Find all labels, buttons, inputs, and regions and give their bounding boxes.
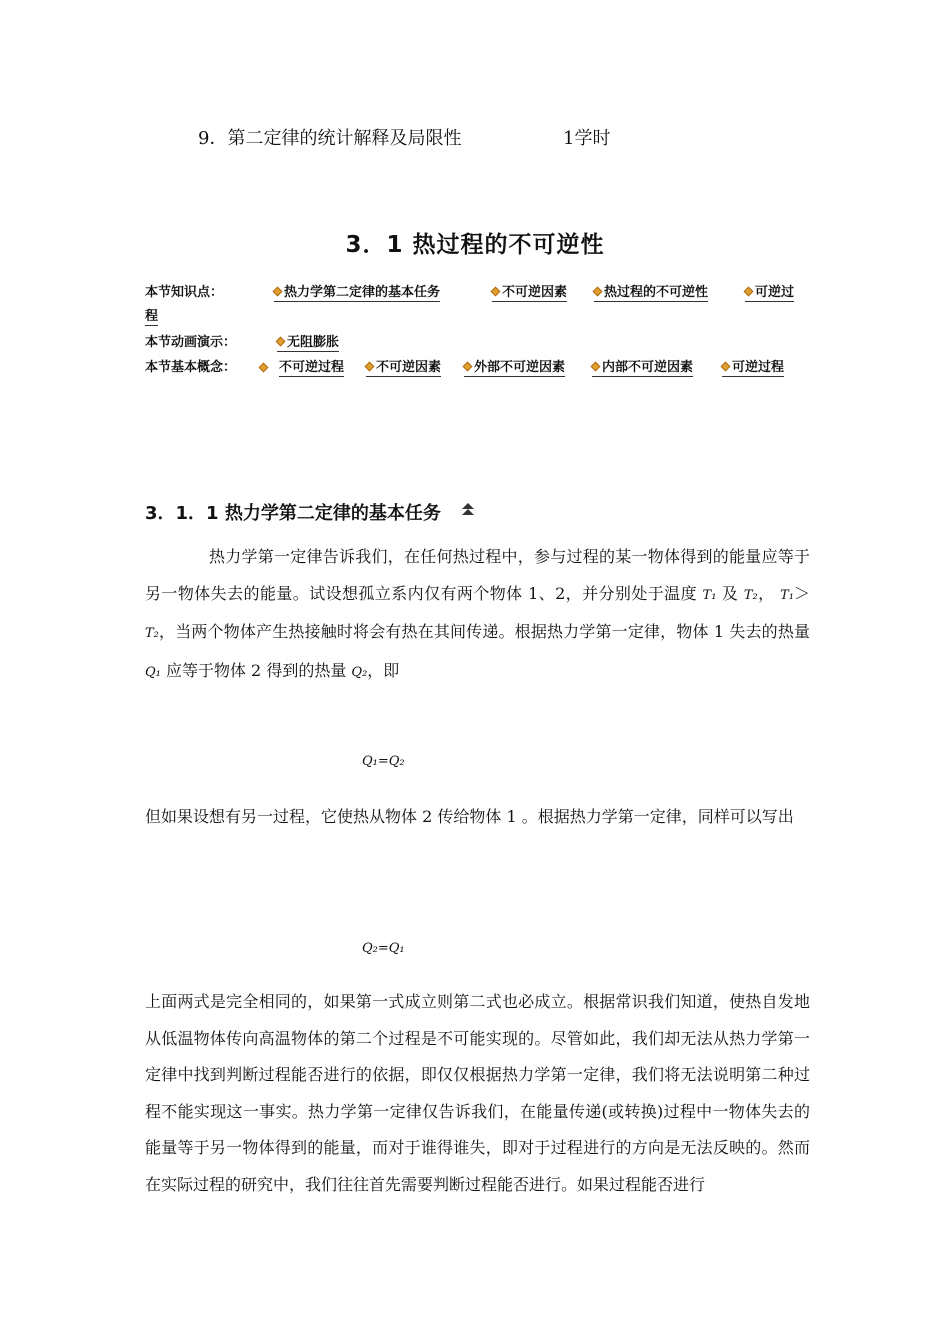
concept-link-5[interactable]: 可逆过程 xyxy=(722,356,784,377)
paragraph-1: 热力学第一定律告诉我们，在任何热过程中，参与过程的某一物体得到的能量应等于另一物体失去的能量。试设想孤立系内仅有两个物体 1、2，并分别处于温度 T₁ 及 T₂， T₁＞T₂，当两个物体产生热接触时将会有热在其间传递。根据热力学第一定律，物体 1 失去的热量 Q₁ 应等于物体 2 得到的热量 Q₂，即 xyxy=(145,547,810,680)
diamond-bullet-icon xyxy=(365,362,375,372)
knowledge-link-4[interactable]: 可逆过 xyxy=(745,281,794,302)
section-title: 3．1 热过程的不可逆性 xyxy=(345,232,605,258)
diamond-bullet-icon xyxy=(591,362,601,372)
concept-link-3[interactable]: 外部不可逆因素 xyxy=(464,356,565,377)
diamond-bullet-icon xyxy=(491,287,501,297)
knowledge-link-1[interactable]: 热力学第二定律的基本任务 xyxy=(274,281,440,302)
subsection-title: 3．1．1 热力学第二定律的基本任务 xyxy=(145,503,441,524)
knowledge-link-2[interactable]: 不可逆因素 xyxy=(492,281,567,302)
diamond-bullet-icon xyxy=(260,357,270,376)
knowledge-label: 本节知识点： xyxy=(145,285,224,300)
diamond-bullet-icon xyxy=(276,337,286,347)
animation-link-1[interactable]: 无阻膨胀 xyxy=(277,331,339,352)
toc-line: 9．第二定律的统计解释及局限性 xyxy=(198,128,462,149)
diamond-bullet-icon xyxy=(721,362,731,372)
equation-1: Q₁=Q₂ xyxy=(362,754,405,769)
concepts-label: 本节基本概念： xyxy=(145,360,237,375)
paragraph-3: 上面两式是完全相同的，如果第一式成立则第二式也必成立。根据常识我们知道，使热自发地从低温物体传向高温物体的第二个过程是不可能实现的。尽管如此，我们却无法从热力学第一定律中找到判断过程能否进行的依据，即仅仅根据热力学第一定律，我们将无法说明第二种过程不能实现这一事实。热力学第一定律仅告诉我们，在能量传递(或转换)过程中一物体失去的能量等于另一物体得到的能量，而对于谁得谁失，即对于过程进行的方向是无法反映的。然而在实际过程的研究中，我们往往首先需要判断过程能否进行。如果过程能否进行 xyxy=(145,992,810,1194)
diamond-bullet-icon xyxy=(273,287,283,297)
paragraph-2: 但如果设想有另一过程，它使热从物体 2 传给物体 1 。根据热力学第一定律，同样可以写出 xyxy=(145,807,794,826)
knowledge-link-4-wrap[interactable]: 程 xyxy=(145,305,158,326)
concept-link-2[interactable]: 不可逆因素 xyxy=(366,356,441,377)
diamond-bullet-icon xyxy=(593,287,603,297)
concept-link-1[interactable]: 不可逆过程 xyxy=(279,356,344,377)
toc-hours: 1学时 xyxy=(563,128,611,149)
diamond-bullet-icon xyxy=(463,362,473,372)
knowledge-link-3[interactable]: 热过程的不可逆性 xyxy=(594,281,708,302)
diamond-bullet-icon xyxy=(744,287,754,297)
concept-link-4[interactable]: 内部不可逆因素 xyxy=(592,356,693,377)
animation-label: 本节动画演示： xyxy=(145,335,237,350)
equation-2: Q₂=Q₁ xyxy=(362,941,405,956)
double-chevron-up-icon[interactable] xyxy=(460,502,476,518)
